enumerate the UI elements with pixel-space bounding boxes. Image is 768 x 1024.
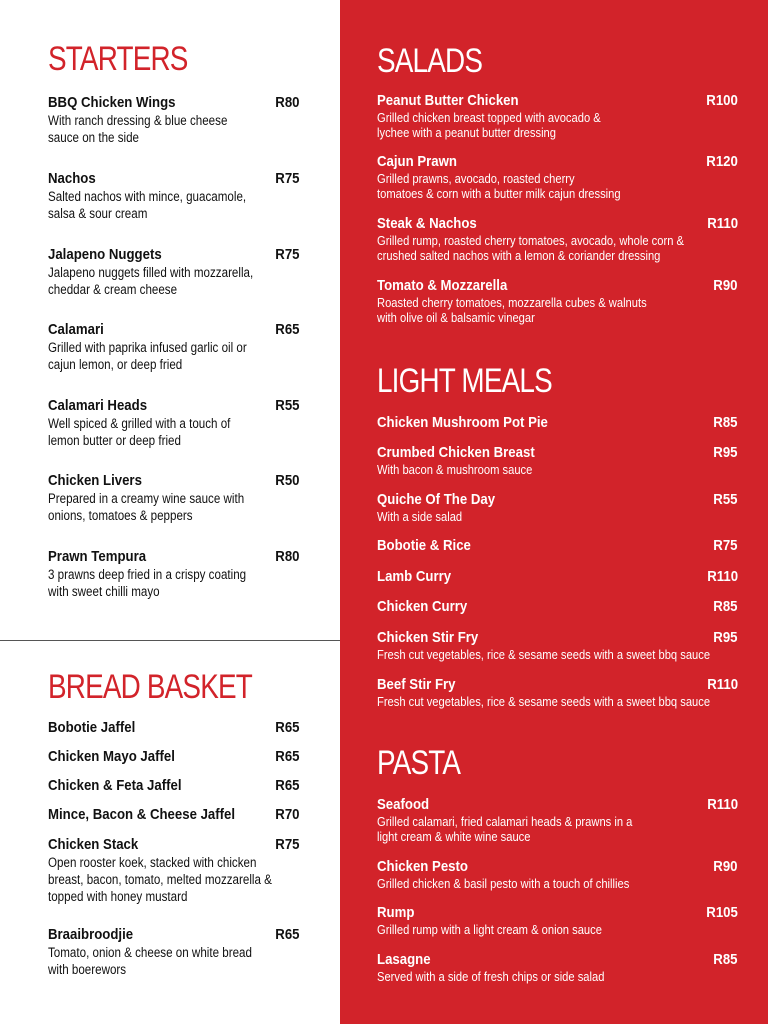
menu-item-description: Roasted cherry tomatoes, mozzarella cubes & walnuts bbox=[377, 295, 647, 310]
menu-item-name: Nachos bbox=[48, 170, 96, 187]
salads-heading: SALADS bbox=[377, 42, 483, 80]
menu-item-description: Grilled calamari, fried calamari heads & prawns in a bbox=[377, 814, 633, 829]
menu-item-description: onions, tomatoes & peppers bbox=[48, 508, 193, 523]
menu-item bbox=[48, 777, 300, 795]
menu-item bbox=[48, 806, 300, 824]
menu-item-price: R100 bbox=[706, 92, 738, 109]
menu-item-price: R105 bbox=[706, 904, 738, 921]
menu-item-name: Mince, Bacon & Cheese Jaffel bbox=[48, 806, 236, 823]
menu-item-description: topped with honey mustard bbox=[48, 889, 188, 904]
menu-item-price: R65 bbox=[275, 926, 300, 943]
menu-item-price: R85 bbox=[713, 598, 738, 615]
menu-item-price: R110 bbox=[707, 676, 738, 693]
menu-item-name: Crumbed Chicken Breast bbox=[377, 444, 535, 461]
menu-item-description: With bacon & mushroom sauce bbox=[377, 462, 533, 477]
menu-item bbox=[377, 414, 738, 432]
menu-item-name: Chicken Stack bbox=[48, 836, 139, 853]
menu-item-name: Rump bbox=[377, 904, 415, 921]
menu-item bbox=[377, 796, 738, 844]
menu-item-price: R55 bbox=[275, 397, 300, 414]
menu-item-name: BBQ Chicken Wings bbox=[48, 94, 176, 111]
menu-item bbox=[48, 94, 300, 146]
right-panel bbox=[340, 0, 768, 1024]
menu-item-price: R90 bbox=[713, 858, 738, 875]
menu-item-description: Well spiced & grilled with a touch of bbox=[48, 416, 231, 431]
menu-item-name: Bobotie & Rice bbox=[377, 537, 471, 554]
menu-item-description: with sweet chilli mayo bbox=[48, 584, 160, 599]
menu-item-description: lychee with a peanut butter dressing bbox=[377, 125, 557, 140]
menu-item-description: Open rooster koek, stacked with chicken bbox=[48, 855, 257, 870]
menu-item-name: Tomato & Mozzarella bbox=[377, 277, 508, 294]
menu-item-price: R85 bbox=[713, 951, 738, 968]
menu-item-price: R80 bbox=[275, 548, 300, 565]
menu-item bbox=[48, 246, 300, 298]
menu-item bbox=[48, 836, 300, 905]
menu-item-price: R50 bbox=[275, 472, 300, 489]
menu-item bbox=[377, 215, 738, 263]
menu-item-name: Peanut Butter Chicken bbox=[377, 92, 519, 109]
menu-item bbox=[377, 568, 738, 586]
light-meals-heading: LIGHT MEALS bbox=[377, 362, 552, 400]
menu-item bbox=[377, 153, 738, 201]
starters-heading: STARTERS bbox=[48, 40, 188, 78]
section-divider bbox=[0, 640, 340, 641]
menu-item-name: Cajun Prawn bbox=[377, 153, 457, 170]
pasta-heading: PASTA bbox=[377, 744, 461, 782]
menu-item-name: Quiche Of The Day bbox=[377, 491, 496, 508]
menu-item-name: Beef Stir Fry bbox=[377, 676, 456, 693]
menu-item bbox=[48, 748, 300, 766]
menu-item-description: With a side salad bbox=[377, 509, 463, 524]
menu-item-price: R65 bbox=[275, 777, 300, 794]
menu-item bbox=[377, 92, 738, 140]
menu-item-price: R95 bbox=[713, 629, 738, 646]
menu-item-name: Chicken Mayo Jaffel bbox=[48, 748, 175, 765]
menu-item-price: R95 bbox=[713, 444, 738, 461]
menu-item-description: Grilled prawns, avocado, roasted cherry bbox=[377, 171, 575, 186]
menu-item bbox=[377, 277, 738, 325]
menu-item bbox=[377, 598, 738, 616]
menu-item-description: light cream & white wine sauce bbox=[377, 829, 531, 844]
menu-item-description: Grilled chicken breast topped with avocado & bbox=[377, 110, 601, 125]
menu-item-description: lemon butter or deep fried bbox=[48, 433, 181, 448]
menu-item-name: Prawn Tempura bbox=[48, 548, 147, 565]
menu-item-description: Fresh cut vegetables, rice & sesame seeds with a sweet bbq sauce bbox=[377, 647, 711, 662]
menu-item-description: Grilled rump with a light cream & onion sauce bbox=[377, 922, 602, 937]
menu-item-name: Seafood bbox=[377, 796, 430, 813]
menu-item-name: Chicken Stir Fry bbox=[377, 629, 479, 646]
menu-item-description: Fresh cut vegetables, rice & sesame seeds with a sweet bbq sauce bbox=[377, 694, 711, 709]
menu-item-price: R65 bbox=[275, 321, 300, 338]
menu-item bbox=[377, 629, 738, 662]
menu-item-name: Bobotie Jaffel bbox=[48, 719, 136, 736]
menu-item bbox=[377, 537, 738, 555]
menu-item bbox=[48, 472, 300, 524]
menu-item-description: breast, bacon, tomato, melted mozzarella & bbox=[48, 872, 272, 887]
menu-item-description: crushed salted nachos with a lemon & coriander dressing bbox=[377, 248, 661, 263]
menu-item bbox=[48, 170, 300, 222]
menu-item-name: Lasagne bbox=[377, 951, 431, 968]
menu-item bbox=[48, 926, 300, 978]
menu-item bbox=[377, 858, 738, 891]
menu-item bbox=[377, 951, 738, 984]
menu-item-price: R110 bbox=[707, 568, 738, 585]
menu-item-name: Chicken Livers bbox=[48, 472, 142, 489]
menu-item-name: Jalapeno Nuggets bbox=[48, 246, 162, 263]
menu-item-description: Grilled rump, roasted cherry tomatoes, avocado, whole corn & bbox=[377, 233, 684, 248]
menu-item-description: Tomato, onion & cheese on white bread bbox=[48, 945, 252, 960]
menu-item-price: R65 bbox=[275, 719, 300, 736]
menu-item-price: R90 bbox=[713, 277, 738, 294]
menu-item-description: Salted nachos with mince, guacamole, bbox=[48, 189, 247, 204]
menu-item-price: R80 bbox=[275, 94, 300, 111]
menu-item-description: Prepared in a creamy wine sauce with bbox=[48, 491, 245, 506]
menu-item-price: R110 bbox=[707, 215, 738, 232]
menu-item bbox=[377, 676, 738, 709]
menu-item-price: R75 bbox=[275, 836, 300, 853]
menu-item bbox=[377, 904, 738, 937]
menu-item bbox=[48, 548, 300, 600]
menu-item-description: cheddar & cream cheese bbox=[48, 282, 178, 297]
menu-item-name: Braaibroodjie bbox=[48, 926, 134, 943]
menu-item bbox=[48, 719, 300, 737]
menu-item-name: Calamari bbox=[48, 321, 104, 338]
menu-item-name: Chicken Pesto bbox=[377, 858, 468, 875]
menu-item-description: With ranch dressing & blue cheese bbox=[48, 113, 228, 128]
menu-item-description: with olive oil & balsamic vinegar bbox=[377, 310, 535, 325]
menu-item-name: Chicken & Feta Jaffel bbox=[48, 777, 182, 794]
menu-item-price: R85 bbox=[713, 414, 738, 431]
menu-item bbox=[377, 491, 738, 524]
menu-item-price: R55 bbox=[713, 491, 738, 508]
menu-item bbox=[377, 444, 738, 477]
menu-item-description: Served with a side of fresh chips or side salad bbox=[377, 969, 605, 984]
menu-item-name: Chicken Curry bbox=[377, 598, 468, 615]
menu-item-price: R75 bbox=[275, 246, 300, 263]
menu-item-description: cajun lemon, or deep fried bbox=[48, 357, 183, 372]
menu-item-description: Grilled chicken & basil pesto with a touch of chillies bbox=[377, 876, 630, 891]
menu-item-description: salsa & sour cream bbox=[48, 206, 148, 221]
menu-item-description: Grilled with paprika infused garlic oil or bbox=[48, 340, 247, 355]
menu-item-price: R65 bbox=[275, 748, 300, 765]
menu-item-name: Chicken Mushroom Pot Pie bbox=[377, 414, 548, 431]
menu-item-name: Lamb Curry bbox=[377, 568, 452, 585]
menu-item bbox=[48, 321, 300, 373]
left-panel bbox=[0, 0, 340, 1024]
menu-item bbox=[48, 397, 300, 449]
menu-item-description: with boerewors bbox=[48, 962, 127, 977]
bread-basket-heading: BREAD BASKET bbox=[48, 668, 252, 706]
menu-item-price: R110 bbox=[707, 796, 738, 813]
menu-item-price: R70 bbox=[275, 806, 300, 823]
menu-item-price: R75 bbox=[275, 170, 300, 187]
menu-item-name: Steak & Nachos bbox=[377, 215, 477, 232]
menu-item-name: Calamari Heads bbox=[48, 397, 148, 414]
menu-item-description: tomatoes & corn with a butter milk cajun dressing bbox=[377, 186, 621, 201]
menu-item-description: Jalapeno nuggets filled with mozzarella, bbox=[48, 265, 254, 280]
menu-item-description: sauce on the side bbox=[48, 130, 140, 145]
menu-item-description: 3 prawns deep fried in a crispy coating bbox=[48, 567, 247, 582]
menu-item-price: R75 bbox=[713, 537, 738, 554]
menu-item-price: R120 bbox=[706, 153, 738, 170]
